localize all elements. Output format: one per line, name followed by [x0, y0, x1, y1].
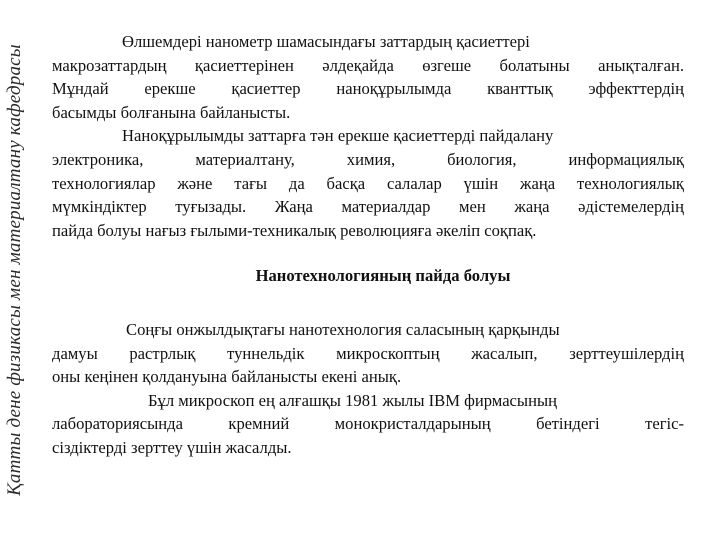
section-heading: Нанотехнологияның пайда болуы — [255, 266, 511, 286]
paragraph-2-line-5: пайда болуы нағыз ғылыми-техникалық революцияға әкеліп соқпақ. — [52, 220, 537, 240]
paragraph-4-line-2: лабораториясында кремний монокристалдарының бетіндегі тегіс- — [52, 414, 684, 434]
paragraph-4-line-3: сіздіктерді зерттеу үшін жасалды. — [52, 437, 292, 457]
paragraph-4-line-1: Бұл микроскоп ең алғашқы 1981 жылы IBM фирмасының — [148, 390, 557, 410]
paragraph-1-line-2: макрозаттардың қасиеттерінен әлдеқайда өзгеше болатыны анықталған. — [52, 55, 684, 75]
department-label: Қатты дене физикасы мен материалтану кафедрасы — [4, 44, 25, 496]
paragraph-1-line-3: Мұндай ерекше қасиеттер наноқұрылымда кванттық эффекттердің — [52, 79, 684, 99]
paragraph-2-line-3: технологиялар және тағы да басқа салалар үшін жаңа технологиялық — [52, 173, 684, 193]
paragraph-1 — [52, 30, 684, 124]
paragraph-2-line-2: электроника, материалтану, химия, биология, информациялық — [52, 149, 684, 169]
paragraph-3-line-3: оны кеңінен қолдануына байланысты екені анық. — [52, 367, 402, 387]
document-body — [52, 30, 684, 460]
paragraph-1-line-4: басымды болғанына байланысты. — [52, 102, 291, 122]
paragraph-3-line-1: Соңғы онжылдықтағы нанотехнология саласының қарқынды — [126, 319, 560, 339]
paragraph-3-line-2: дамуы растрлық туннельдік микроскоптың жасалып, зерттеушілердің — [52, 343, 684, 363]
side-strip — [0, 0, 30, 540]
paragraph-2 — [52, 124, 684, 242]
paragraph-3 — [52, 318, 684, 389]
paragraph-2-line-4: мүмкіндіктер туғызады. Жаңа материалдар мен жаңа әдістемелердің — [52, 197, 684, 217]
paragraph-1-line-1: Өлшемдері нанометр шамасындағы заттардың қасиеттері — [122, 32, 530, 51]
paragraph-2-line-1: Наноқұрылымды заттарға тән ерекше қасиеттерді пайдалану — [122, 126, 554, 146]
paragraph-4 — [52, 389, 684, 460]
